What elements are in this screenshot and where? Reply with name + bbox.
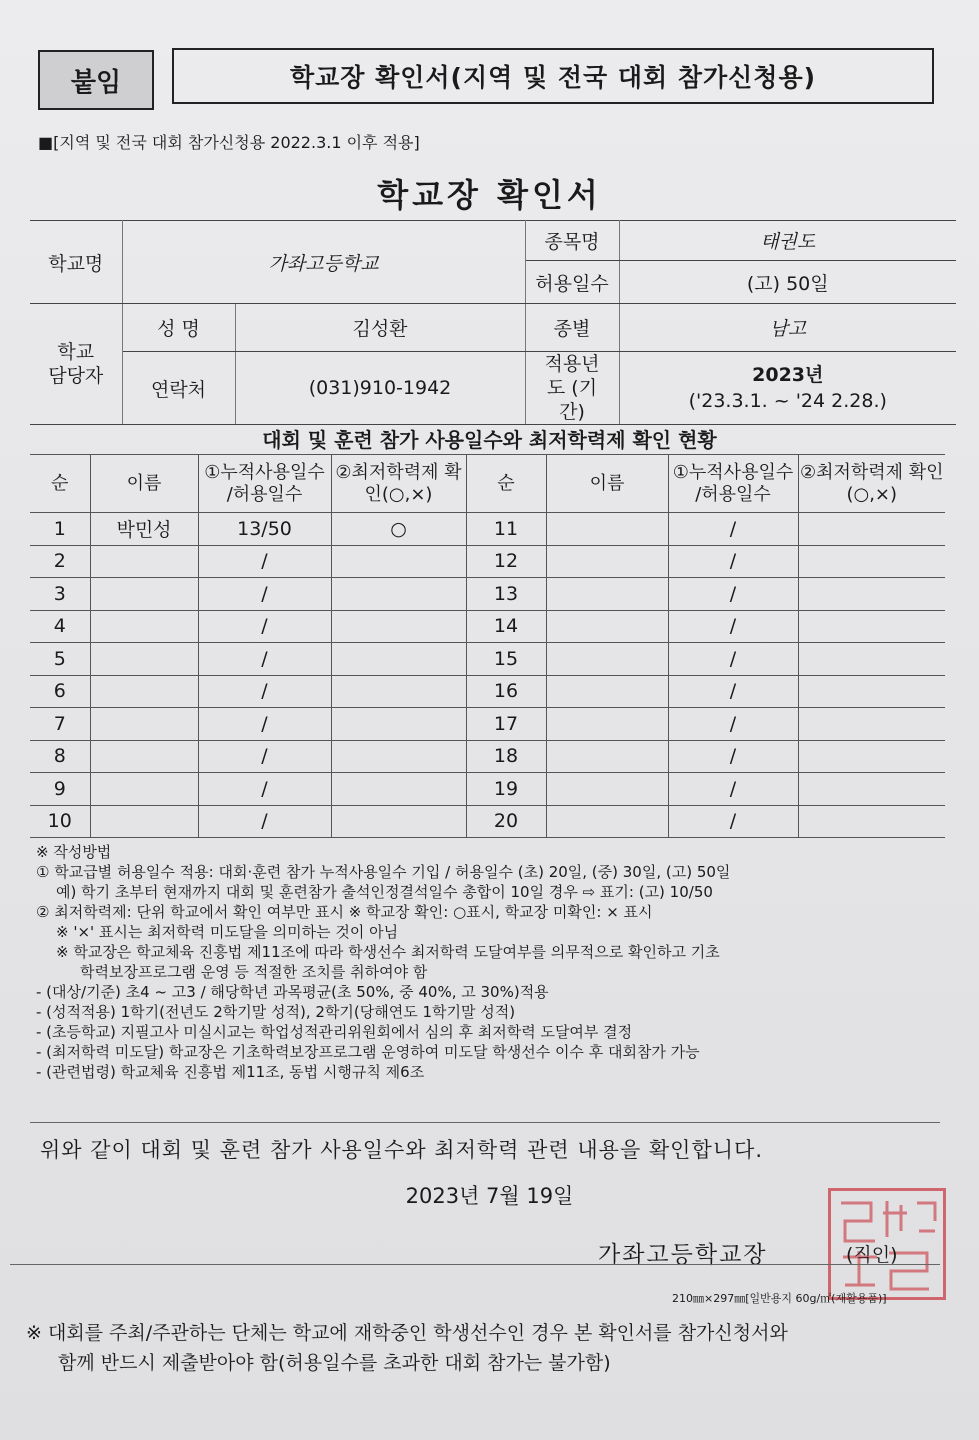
cell-days: / (668, 805, 798, 838)
table-row (30, 805, 945, 838)
cell-check (331, 740, 466, 773)
attachment-label: 붙임 (38, 50, 154, 110)
cell-days: / (198, 740, 331, 773)
submission-note-line-1: ※ 대회를 주최/주관하는 단체는 학교에 재학중인 학생선수인 경우 본 확인서를 참가신청서와 (26, 1322, 788, 1344)
header-no: 순 (30, 455, 90, 513)
year-label: 적용년도 (기간) (525, 352, 619, 425)
note-allowed-days: ① 학교급별 허용일수 적용: 대회·훈련 참가 누적사용일수 기입 / 허용일수 (초) 20일, (중) 30일, (고) 50일 (36, 863, 731, 881)
submission-note-line-2: 함께 반드시 제출받아야 함(허용일수를 초과한 대회 참가는 불가함) (58, 1352, 611, 1374)
cell-days: / (668, 675, 798, 708)
cell-no: 14 (466, 610, 546, 643)
period-value: ('23.3.1. ~ '24 2.28.) (688, 390, 887, 412)
seal-label: (직인) (846, 1244, 898, 1266)
cell-check (798, 773, 945, 806)
cell-name (90, 708, 198, 741)
sport-value: 태권도 (619, 221, 956, 261)
manager-name-value: 김성환 (235, 304, 525, 352)
cell-check (798, 675, 945, 708)
principal-signature: 가좌고등학교장 (598, 1242, 768, 1268)
category-value: 남고 (619, 304, 956, 352)
cell-check: ○ (331, 513, 466, 546)
usage-status-table (30, 454, 945, 838)
cell-no: 13 (466, 578, 546, 611)
cell-name (546, 805, 668, 838)
cell-name: 박민성 (90, 513, 198, 546)
cell-check (798, 740, 945, 773)
contact-value: (031)910-1942 (235, 352, 525, 425)
cell-check (798, 578, 945, 611)
cell-name (90, 740, 198, 773)
cell-check (331, 773, 466, 806)
cell-no: 16 (466, 675, 546, 708)
header-name: 이름 (546, 455, 668, 513)
cell-name (546, 578, 668, 611)
applicability-note: ■[지역 및 전국 대회 참가신청용 2022.3.1 이후 적용] (38, 133, 420, 152)
table-row (30, 773, 945, 806)
table-row (30, 675, 945, 708)
cell-check (331, 643, 466, 676)
cell-no: 20 (466, 805, 546, 838)
header-name: 이름 (90, 455, 198, 513)
cell-check (331, 708, 466, 741)
header-no: 순 (466, 455, 546, 513)
cell-no: 2 (30, 545, 90, 578)
note-min-academic: ② 최저학력제: 단위 학교에서 확인 여부만 표시 ※ 학교장 확인: ○표시, 학교장 미확인: × 표시 (36, 903, 653, 921)
cell-days: / (668, 513, 798, 546)
header-days: ①누적사용일수 /허용일수 (668, 455, 798, 513)
cell-check (331, 578, 466, 611)
notes-heading: ※ 작성방법 (36, 843, 112, 861)
cell-no: 12 (466, 545, 546, 578)
cell-check (331, 675, 466, 708)
cell-name (90, 773, 198, 806)
manager-name-label: 성 명 (122, 304, 235, 352)
divider (10, 1264, 940, 1265)
category-label: 종별 (525, 304, 619, 352)
cell-name (90, 805, 198, 838)
header-days: ①누적사용일수 /허용일수 (198, 455, 331, 513)
cell-name (90, 643, 198, 676)
cell-name (90, 578, 198, 611)
cell-check (331, 610, 466, 643)
manager-label: 학교 담당자 (30, 304, 122, 425)
cell-no: 6 (30, 675, 90, 708)
cell-name (90, 545, 198, 578)
year-value: 2023년 (752, 364, 824, 386)
cell-check (798, 708, 945, 741)
detail-target: - (대상/기준) 초4 ~ 고3 / 해당학년 과목평균(초 50%, 중 40%, 고 30%)적용 (36, 983, 549, 1001)
cell-days: 13/50 (198, 513, 331, 546)
instructions (36, 842, 946, 1082)
cell-check (798, 805, 945, 838)
school-info-table (30, 220, 956, 425)
cell-no: 11 (466, 513, 546, 546)
cell-check (798, 610, 945, 643)
cell-no: 15 (466, 643, 546, 676)
table-row (30, 708, 945, 741)
detail-not-reached: - (최저학력 미도달) 학교장은 기초학력보장프로그램 운영하여 미도달 학생선수 이수 후 대회참가 가능 (36, 1043, 700, 1061)
allowed-days-label: 허용일수 (525, 261, 619, 304)
cell-no: 18 (466, 740, 546, 773)
cell-days: / (668, 643, 798, 676)
cell-name (546, 545, 668, 578)
detail-elementary: - (초등학교) 지필고사 미실시교는 학업성적관리위원회에서 심의 후 최저학력 도달여부 결정 (36, 1023, 633, 1041)
cell-no: 7 (30, 708, 90, 741)
header-check: ②최저학력제 확인(○,×) (331, 455, 466, 513)
cell-days: / (668, 740, 798, 773)
cell-days: / (668, 773, 798, 806)
form-title-box: 학교장 확인서(지역 및 전국 대회 참가신청용) (172, 48, 934, 104)
cell-days: / (668, 545, 798, 578)
table-row (30, 643, 945, 676)
cell-no: 19 (466, 773, 546, 806)
submission-note (26, 1318, 788, 1378)
cell-days: / (198, 545, 331, 578)
cell-days: / (668, 708, 798, 741)
cell-no: 10 (30, 805, 90, 838)
table-row (30, 610, 945, 643)
cell-no: 17 (466, 708, 546, 741)
note-x-meaning: ※ '×' 표시는 최저학력 미도달을 의미하는 것이 아님 (56, 923, 399, 941)
contact-label: 연락처 (122, 352, 235, 425)
table-row (30, 740, 945, 773)
cell-no: 8 (30, 740, 90, 773)
cell-name (546, 740, 668, 773)
section-title: 대회 및 훈련 참가 사용일수와 최저학력제 확인 현황 (262, 428, 717, 452)
table-row (30, 578, 945, 611)
cell-name (90, 675, 198, 708)
allowed-days-value: (고) 50일 (619, 261, 956, 304)
cell-check (331, 805, 466, 838)
detail-law: - (관련법령) 학교체육 진흥법 제11조, 동법 시행규칙 제6조 (36, 1063, 425, 1081)
detail-grades: - (성적적용) 1학기(전년도 2학기말 성적), 2학기(당해연도 1학기말 성적) (36, 1003, 516, 1021)
usage-status-rows (30, 513, 945, 838)
cell-name (546, 708, 668, 741)
cell-no: 9 (30, 773, 90, 806)
cell-days: / (668, 578, 798, 611)
cell-name (546, 643, 668, 676)
confirmation-statement: 위와 같이 대회 및 훈련 참가 사용일수와 최저학력 관련 내용을 확인합니다. (40, 1138, 764, 1162)
school-name-label: 학교명 (30, 221, 122, 304)
cell-days: / (668, 610, 798, 643)
cell-check (798, 545, 945, 578)
cell-no: 5 (30, 643, 90, 676)
cell-days: / (198, 708, 331, 741)
cell-check (798, 643, 945, 676)
note-example: 예) 학기 초부터 현재까지 대회 및 훈련참가 출석인정결석일수 총합이 10일 경우 ⇨ 표기: (고) 10/50 (56, 883, 713, 901)
year-cell (619, 352, 956, 425)
issue-date: 2023년 7월 19일 (405, 1184, 574, 1208)
document-title: 학교장 확인서 (377, 176, 602, 214)
school-name-value: 가좌고등학교 (122, 221, 525, 304)
divider (30, 1122, 940, 1123)
cell-name (546, 513, 668, 546)
cell-days: / (198, 610, 331, 643)
cell-check (331, 545, 466, 578)
cell-name (546, 773, 668, 806)
cell-name (90, 610, 198, 643)
cell-name (546, 675, 668, 708)
cell-days: / (198, 773, 331, 806)
table-row (30, 513, 945, 546)
cell-days: / (198, 578, 331, 611)
note-principal-duty-cont: 학력보장프로그램 운영 등 적절한 조치를 취하여야 함 (80, 963, 428, 981)
cell-days: / (198, 643, 331, 676)
cell-no: 4 (30, 610, 90, 643)
cell-days: / (198, 805, 331, 838)
table-row (30, 545, 945, 578)
paper-spec: 210㎜×297㎜[일반용지 60g/㎡(재활용품)] (672, 1292, 887, 1305)
cell-name (546, 610, 668, 643)
note-principal-duty: ※ 학교장은 학교체육 진흥법 제11조에 따라 학생선수 최저학력 도달여부를 의무적으로 확인하고 기초 (56, 943, 720, 961)
cell-no: 3 (30, 578, 90, 611)
sport-label: 종목명 (525, 221, 619, 261)
cell-days: / (198, 675, 331, 708)
cell-check (798, 513, 945, 546)
cell-no: 1 (30, 513, 90, 546)
header-check: ②최저학력제 확인(○,×) (798, 455, 945, 513)
